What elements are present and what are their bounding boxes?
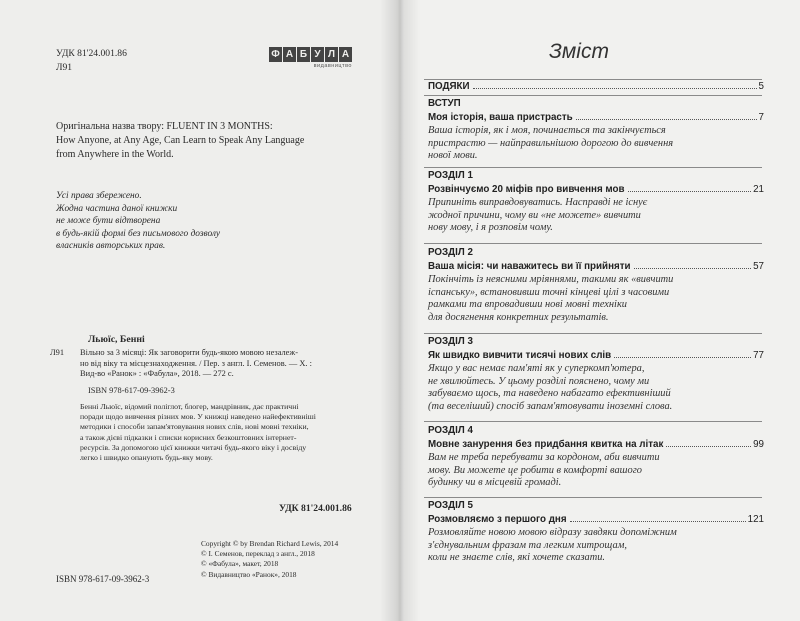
lbk-top: Л91 bbox=[56, 62, 73, 73]
toc-description-line: забуваємо щось, та наведено набагато ефективніший bbox=[428, 388, 671, 399]
logo-letter: А bbox=[283, 47, 296, 62]
toc-page-number: 57 bbox=[753, 261, 764, 272]
toc-leader bbox=[570, 521, 746, 522]
toc-description-line: Припиніть виправдовуватись. Насправді не існує bbox=[428, 197, 648, 208]
toc-description bbox=[428, 125, 728, 163]
toc-divider bbox=[424, 167, 762, 168]
toc-section-label: ВСТУП bbox=[428, 98, 461, 109]
copyright-line: © «Фабула», макет, 2018 bbox=[201, 559, 279, 569]
isbn-bottom: ISBN 978-617-09-3962-3 bbox=[56, 574, 150, 584]
toc-description-line: Ваша історія, як і моя, починається та закінчується bbox=[428, 125, 666, 136]
annotation-line: методики і способи запам'ятовування нових слів, нові мовні техніки, bbox=[80, 422, 309, 432]
original-title-line: Оригінальна назва твору: FLUENT IN 3 MONTHS: bbox=[56, 121, 273, 132]
rights-line: Усі права збережено. bbox=[56, 191, 142, 201]
annotation-line: Бенні Льюїс, відомий поліглот, блогер, мандрівник, дає практичні bbox=[80, 402, 299, 411]
toc-divider bbox=[424, 79, 762, 80]
toc-description bbox=[428, 363, 728, 413]
toc-section-label: РОЗДІЛ 5 bbox=[428, 500, 473, 511]
logo-letter: Ф bbox=[269, 47, 282, 62]
toc-description-line: Розмовляйте новою мовою відразу завдяки допоміжним bbox=[428, 527, 677, 538]
rights-notice bbox=[56, 190, 220, 253]
book-gutter bbox=[380, 0, 420, 621]
toc-leader bbox=[473, 88, 757, 89]
toc-entry[interactable] bbox=[428, 112, 764, 123]
toc-section-label: РОЗДІЛ 1 bbox=[428, 170, 473, 181]
toc-description bbox=[428, 452, 728, 490]
toc-description-line: пристрастю — найправильнішою дорогою до вивчення bbox=[428, 137, 674, 149]
toc-entry-title: Мовне занурення без придбання квитка на літак bbox=[428, 439, 664, 450]
toc-description bbox=[428, 197, 728, 235]
udk-bottom: УДК 81'24.001.86 bbox=[279, 503, 352, 514]
toc-description-line: нову мову, і я розповім чому. bbox=[428, 222, 553, 233]
toc-page-number: 121 bbox=[747, 514, 764, 525]
copyright-line: © І. Семенов, переклад з англ., 2018 bbox=[201, 549, 315, 559]
logo-letter: Б bbox=[297, 47, 310, 62]
toc-description-line: (та веселіший) спосіб запам'ятовувати іноземні слова. bbox=[428, 400, 673, 412]
toc-title: Зміст bbox=[549, 40, 609, 63]
toc-description-line: не хвилюйтесь. У цьому розділі пояснено, чому ми bbox=[428, 375, 650, 387]
rights-line: в будь-якій формі без письмового дозволу bbox=[56, 228, 221, 239]
toc-leader bbox=[634, 268, 752, 269]
toc-description bbox=[428, 274, 728, 324]
rights-line: власників авторських прав. bbox=[56, 241, 166, 252]
toc-entry[interactable] bbox=[428, 261, 764, 272]
toc-leader bbox=[666, 446, 751, 447]
toc-section-label: РОЗДІЛ 3 bbox=[428, 336, 473, 347]
catalog-card bbox=[80, 348, 380, 380]
toc-page-number: 99 bbox=[753, 439, 764, 450]
toc-description-line: Покінчіть із неясними мріяннями, такими як «вивчити bbox=[428, 274, 674, 285]
toc-page-number: 5 bbox=[758, 81, 764, 92]
logo-letter: А bbox=[339, 47, 352, 62]
annotation-line: поради щодо вивчення різних мов. У книжці наведено найефективніші bbox=[80, 412, 316, 422]
logo-letter: У bbox=[311, 47, 324, 62]
isbn-card: ISBN 978-617-09-3962-3 bbox=[88, 386, 175, 395]
lbk-card: Л91 bbox=[50, 348, 65, 357]
toc-description-line: Якщо у вас немає пам'яті як у суперкомп'ютера, bbox=[428, 363, 645, 374]
toc-page-number: 21 bbox=[753, 184, 764, 195]
toc-entry-acknowledgements[interactable] bbox=[428, 81, 764, 92]
toc-description-line: будинку чи в місцевій громаді. bbox=[428, 477, 562, 488]
toc-divider bbox=[424, 95, 762, 96]
toc-description bbox=[428, 527, 758, 565]
toc-entry[interactable] bbox=[428, 439, 764, 450]
copyright-block bbox=[201, 539, 338, 580]
annotation-line: ресурсів. За допомогою цієї книжки читачі будь-якого віку і досвіду bbox=[80, 442, 307, 452]
toc-entry-title: Як швидко вивчити тисячі нових слів bbox=[428, 350, 612, 361]
toc-entry-title: Ваша місія: чи наважитесь ви її прийняти bbox=[428, 261, 631, 272]
publisher-logo bbox=[269, 47, 352, 69]
toc-page-number: 7 bbox=[758, 112, 764, 123]
toc-description-line: мову. Ви можете це робити в комфорті вашого bbox=[428, 464, 642, 476]
toc-entry-title: Моя історія, ваша пристрасть bbox=[428, 112, 573, 123]
toc-description-line: з'єднувальним фразам та легким хитрощам, bbox=[428, 539, 627, 551]
toc-description-line: коли не знаєте слів, які хочете сказати. bbox=[428, 552, 606, 563]
catalog-line: Вільно за 3 місяці: Як заговорити будь-якою мовою незалеж- bbox=[80, 348, 298, 357]
toc-section-label: РОЗДІЛ 2 bbox=[428, 247, 473, 258]
catalog-line: но від віку та місцезнаходження. / Пер. з англ. І. Семенов. — Х. : bbox=[80, 358, 312, 368]
toc-divider bbox=[424, 421, 762, 422]
toc-divider bbox=[424, 243, 762, 244]
toc-page-number: 77 bbox=[753, 350, 764, 361]
toc-description-line: рамками та впровадивши нові мовні техніки bbox=[428, 299, 628, 310]
copyright-page bbox=[0, 0, 397, 621]
toc-leader bbox=[614, 357, 751, 358]
toc-entry-title: Розмовляємо з першого дня bbox=[428, 514, 567, 525]
annotation-line: а також дієві підказки і списки корисних безкоштовних інтернет- bbox=[80, 432, 297, 442]
udk-top: УДК 81'24.001.86 bbox=[56, 48, 127, 59]
rights-line: не може бути відтворена bbox=[56, 216, 161, 227]
toc-section-label: РОЗДІЛ 4 bbox=[428, 425, 473, 436]
toc-description-line: іспанську», встановивши точні кінцеві цілі з часовими bbox=[428, 286, 670, 298]
author-heading: Льюїс, Бенні bbox=[88, 334, 145, 345]
original-title-block bbox=[56, 120, 376, 162]
toc-description-line: нової мови. bbox=[428, 150, 478, 161]
toc-entry-title: ПОДЯКИ bbox=[428, 81, 470, 92]
original-title-line: How Anyone, at Any Age, Can Learn to Speak Any Language bbox=[56, 135, 305, 146]
annotation bbox=[80, 402, 385, 463]
toc-entry[interactable] bbox=[428, 184, 764, 195]
toc-description-line: Вам не треба перебувати за кордоном, аби вивчити bbox=[428, 452, 660, 463]
original-title-line: from Anywhere in the World. bbox=[56, 149, 174, 160]
toc-leader bbox=[576, 119, 757, 120]
toc-leader bbox=[628, 191, 752, 192]
toc-description-line: для досягнення конкретних результатів. bbox=[428, 311, 609, 323]
logo-letter: Л bbox=[325, 47, 338, 62]
toc-description-line: жодної причини, чому ви «не можете» вивчити bbox=[428, 209, 641, 221]
copyright-line: © Видавництво «Ранок», 2018 bbox=[201, 569, 297, 579]
rights-line: Жодна частина даної книжки bbox=[56, 203, 178, 214]
toc-entry[interactable] bbox=[428, 514, 764, 525]
toc-entry-title: Розвінчуємо 20 міфів про вивчення мов bbox=[428, 184, 625, 195]
annotation-line: легко і швидко опанують будь-яку мову. bbox=[80, 453, 213, 463]
toc-divider bbox=[424, 497, 762, 498]
toc-divider bbox=[424, 333, 762, 334]
toc-entry[interactable] bbox=[428, 350, 764, 361]
logo-subtitle: видавництво bbox=[313, 63, 352, 69]
copyright-line: Copyright © by Brendan Richard Lewis, 2014 bbox=[201, 539, 339, 548]
catalog-line: Вид-во «Ранок» : «Фабула», 2018. — 272 с. bbox=[80, 369, 234, 379]
